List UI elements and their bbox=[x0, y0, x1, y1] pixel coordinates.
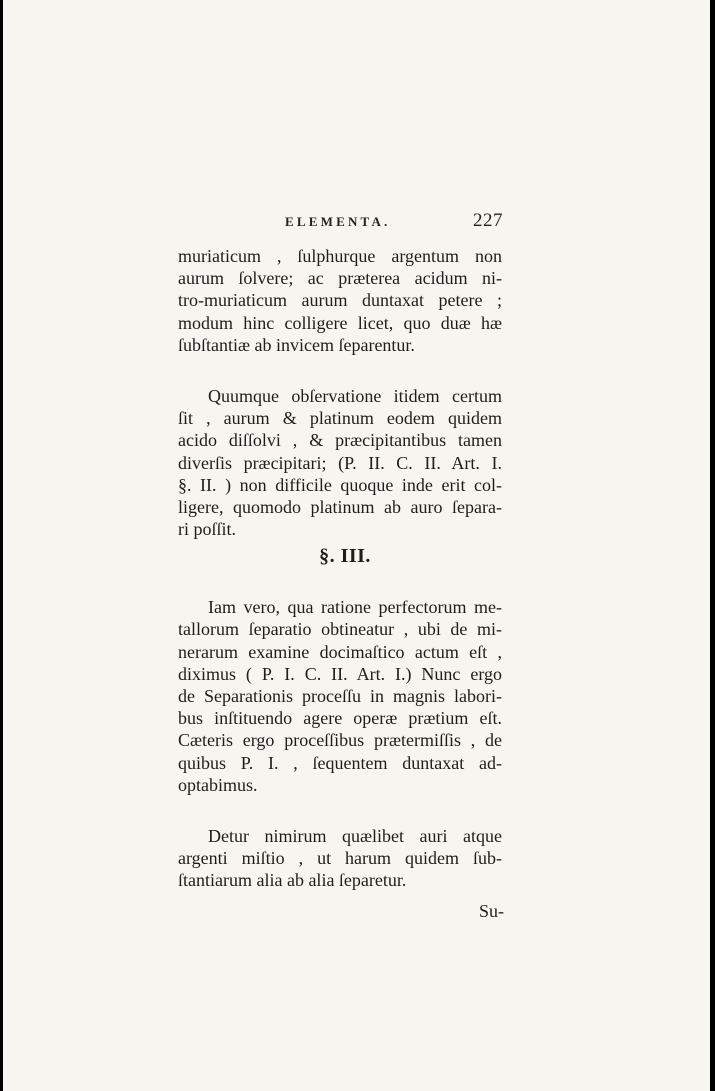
text-line: muriaticum , ſulphurque argentum non bbox=[178, 246, 502, 266]
text-line: diverſis præcipitari; (P. II. C. II. Art. I. bbox=[178, 452, 502, 473]
text-line: ſubſtantiæ ab invicem ſeparentur. bbox=[178, 334, 415, 355]
text-line: quibus P. I. , ſequentem duntaxat ad- bbox=[178, 752, 502, 773]
text-line: aurum ſolvere; ac præterea acidum ni- bbox=[178, 268, 502, 289]
paragraph-gap bbox=[178, 356, 502, 385]
text-line: tro-muriaticum aurum duntaxat petere ; bbox=[178, 290, 502, 311]
paragraph-4 bbox=[178, 825, 502, 892]
text-line: acido diſſolvi , & præcipitantibus tamen bbox=[178, 430, 502, 451]
text-line: Detur nimirum quælibet auri atque bbox=[208, 825, 502, 846]
scan-border-right bbox=[710, 0, 715, 1091]
catchword: Su- bbox=[478, 900, 504, 921]
text-line: ri poſſit. bbox=[178, 519, 236, 540]
page-number: 227 bbox=[473, 210, 503, 231]
text-line: Cæteris ergo proceſſibus prætermiſſis , de bbox=[178, 730, 502, 751]
text-line: ligere, quomodo platinum ab auro ſepara- bbox=[178, 496, 502, 517]
paragraph-gap bbox=[178, 796, 502, 825]
book-page bbox=[3, 0, 710, 1091]
body-text bbox=[178, 245, 502, 922]
section-heading: §. III. bbox=[319, 545, 371, 568]
paragraph-3 bbox=[178, 596, 502, 796]
paragraph-2 bbox=[178, 385, 502, 540]
text-line: Iam vero, qua ratione perfectorum me- bbox=[208, 597, 502, 618]
text-line: bus inſtituendo agere operæ prætium eſt. bbox=[178, 708, 502, 729]
text-line: §. II. ) non difficile quoque inde erit col- bbox=[178, 474, 502, 495]
running-title: ELEMENTA. bbox=[285, 214, 391, 229]
text-line: optabimus. bbox=[178, 774, 258, 795]
text-line: ſit , aurum & platinum eodem quidem bbox=[178, 408, 502, 429]
text-line: Quumque obſervatione itidem certum bbox=[208, 385, 502, 406]
text-line: argenti miſtio , ut harum quidem ſub- bbox=[178, 848, 502, 869]
text-line: modum hinc colligere licet, quo duæ hæ bbox=[178, 312, 502, 333]
catchword-row bbox=[178, 892, 502, 922]
running-head bbox=[285, 210, 503, 234]
text-line: de Separationis proceſſu in magnis labori- bbox=[178, 686, 502, 706]
paragraph-1 bbox=[178, 245, 502, 356]
text-line: diximus ( P. I. C. II. Art. I.) Nunc ergo bbox=[178, 663, 502, 684]
text-line: ſtantiarum alia ab alia ſeparetur. bbox=[178, 870, 407, 891]
text-line: nerarum examine docimaſtico actum eſt , bbox=[178, 641, 502, 662]
section-gap bbox=[178, 572, 502, 596]
text-line: tallorum ſeparatio obtineatur , ubi de mi- bbox=[178, 619, 502, 640]
